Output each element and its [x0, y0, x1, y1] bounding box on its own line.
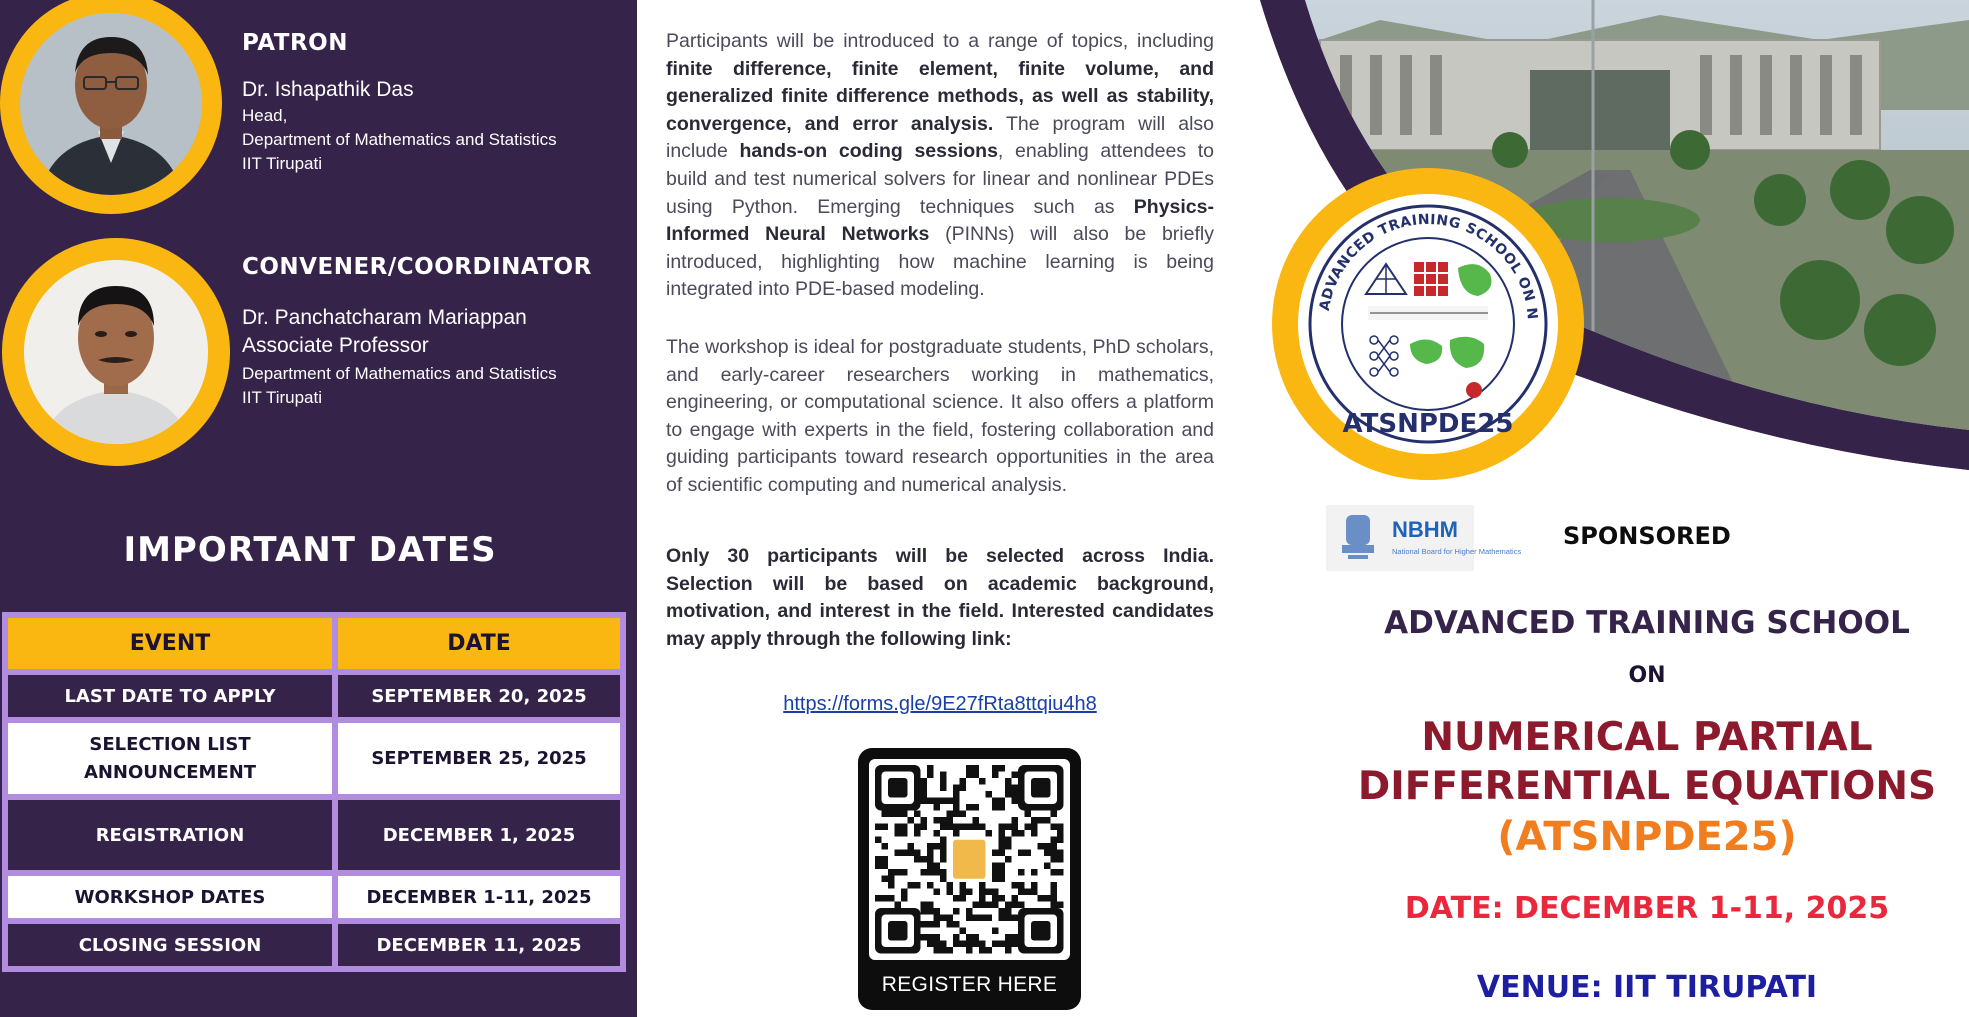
topics-text: The program will also include	[666, 112, 1214, 163]
qr-register-label: REGISTER HERE	[881, 973, 1058, 996]
nbhm-full-name: National Board for Higher Mathematics	[1392, 547, 1522, 556]
atsnpde-logo-inner	[1298, 194, 1558, 454]
convener-title: Associate Professor	[242, 334, 429, 357]
date-cell: DECEMBER 1-11, 2025	[335, 873, 623, 921]
event-acronym: (ATSNPDE25)	[1497, 814, 1797, 860]
patron-heading: PATRON	[242, 30, 348, 56]
patron-photo	[20, 13, 202, 195]
event-cell: SELECTION LIST ANNOUNCEMENT	[5, 720, 335, 797]
event-cell: LAST DATE TO APPLY	[5, 672, 335, 720]
event-line2: ON	[1628, 663, 1666, 688]
event-date: DATE: DECEMBER 1-11, 2025	[1404, 891, 1890, 926]
registration-link[interactable]: https://forms.gle/9E27fRta8ttqiu4h8	[783, 693, 1097, 715]
patron-designation: Head,	[242, 106, 288, 125]
important-dates-heading: IMPORTANT DATES	[123, 530, 497, 570]
nbhm-logo	[1326, 505, 1522, 571]
qr-code-card[interactable]	[858, 748, 1081, 1010]
topics-text: (PINNs) will also be briefly introduced, highlighting how machine learning is being integrated into PDE-based modeling.	[666, 223, 1214, 301]
col-event-header: EVENT	[5, 615, 335, 672]
event-title-line2: DIFFERENTIAL EQUATIONS	[1357, 764, 1937, 809]
patron-department: Department of Mathematics and Statistics	[242, 130, 557, 149]
sponsored-label: SPONSORED	[1563, 522, 1731, 550]
convener-department: Department of Mathematics and Statistics	[242, 364, 557, 383]
convener-name: Dr. Panchatcharam Mariappan	[242, 306, 527, 329]
date-cell: DECEMBER 1, 2025	[335, 797, 623, 873]
topics-paragraph	[666, 28, 1214, 304]
topics-text: , enabling attendees to build and test numerical solvers for linear and nonlinear PDEs using Python. Emerging techniques such as	[666, 140, 1214, 218]
event-venue: VENUE: IIT TIRUPATI	[1476, 970, 1818, 1005]
event-line1: ADVANCED TRAINING SCHOOL	[1384, 605, 1910, 641]
convener-photo	[24, 260, 208, 444]
patron-name: Dr. Ishapathik Das	[242, 78, 414, 101]
table-row	[5, 921, 623, 969]
patron-institute: IIT Tirupati	[242, 154, 322, 173]
convener-institute: IIT Tirupati	[242, 388, 322, 407]
nbhm-label: NBHM	[1392, 517, 1458, 542]
logo-ring-text: ADVANCED TRAINING SCHOOL ON N	[1316, 211, 1541, 321]
date-cell: SEPTEMBER 25, 2025	[335, 720, 623, 797]
topics-text: Participants will be introduced to a range of topics, including	[666, 30, 1214, 52]
date-cell: DECEMBER 11, 2025	[335, 921, 623, 969]
atsnpde-logo	[1272, 168, 1584, 480]
event-cell: CLOSING SESSION	[5, 921, 335, 969]
topics-methods-bold: finite difference, finite element, finite volume, and generalized finite difference methods, as well as stability, convergence, and error analysis.	[666, 57, 1214, 135]
table-row	[5, 797, 623, 873]
convener-heading: CONVENER/COORDINATOR	[242, 254, 592, 280]
topics-coding-bold: hands-on coding sessions	[739, 140, 998, 163]
qr-code[interactable]	[869, 759, 1070, 960]
important-dates-table	[2, 612, 626, 972]
table-row	[5, 672, 623, 720]
topics-pinns-bold: Physics-Informed Neural Networks	[666, 195, 1214, 246]
svg-text:ADVANCED TRAINING SCHOOL ON NU	[1298, 194, 1540, 321]
date-cell: SEPTEMBER 20, 2025	[335, 672, 623, 720]
emblem-icon	[1338, 511, 1378, 565]
table-row	[5, 720, 623, 797]
logo-acronym: ATSNPDE25	[1342, 409, 1514, 439]
col-date-header: DATE	[335, 615, 623, 672]
event-title	[1322, 713, 1969, 811]
event-cell: WORKSHOP DATES	[5, 873, 335, 921]
table-row	[5, 873, 623, 921]
event-cell: REGISTRATION	[5, 797, 335, 873]
event-title-line1: NUMERICAL PARTIAL	[1421, 715, 1873, 760]
audience-paragraph: The workshop is ideal for postgraduate students, PhD scholars, and early-career researchers working in mathematics, engineering, or computational science. It also offers a platform to engage with experts in the field, fostering collaboration and guiding participants toward research opportunities in the area of scientific computing and numerical analysis.	[666, 336, 1214, 496]
selection-paragraph: Only 30 participants will be selected across India. Selection will be based on academic background, motivation, and interest in the field. Interested candidates may apply through the following link:	[666, 545, 1214, 650]
